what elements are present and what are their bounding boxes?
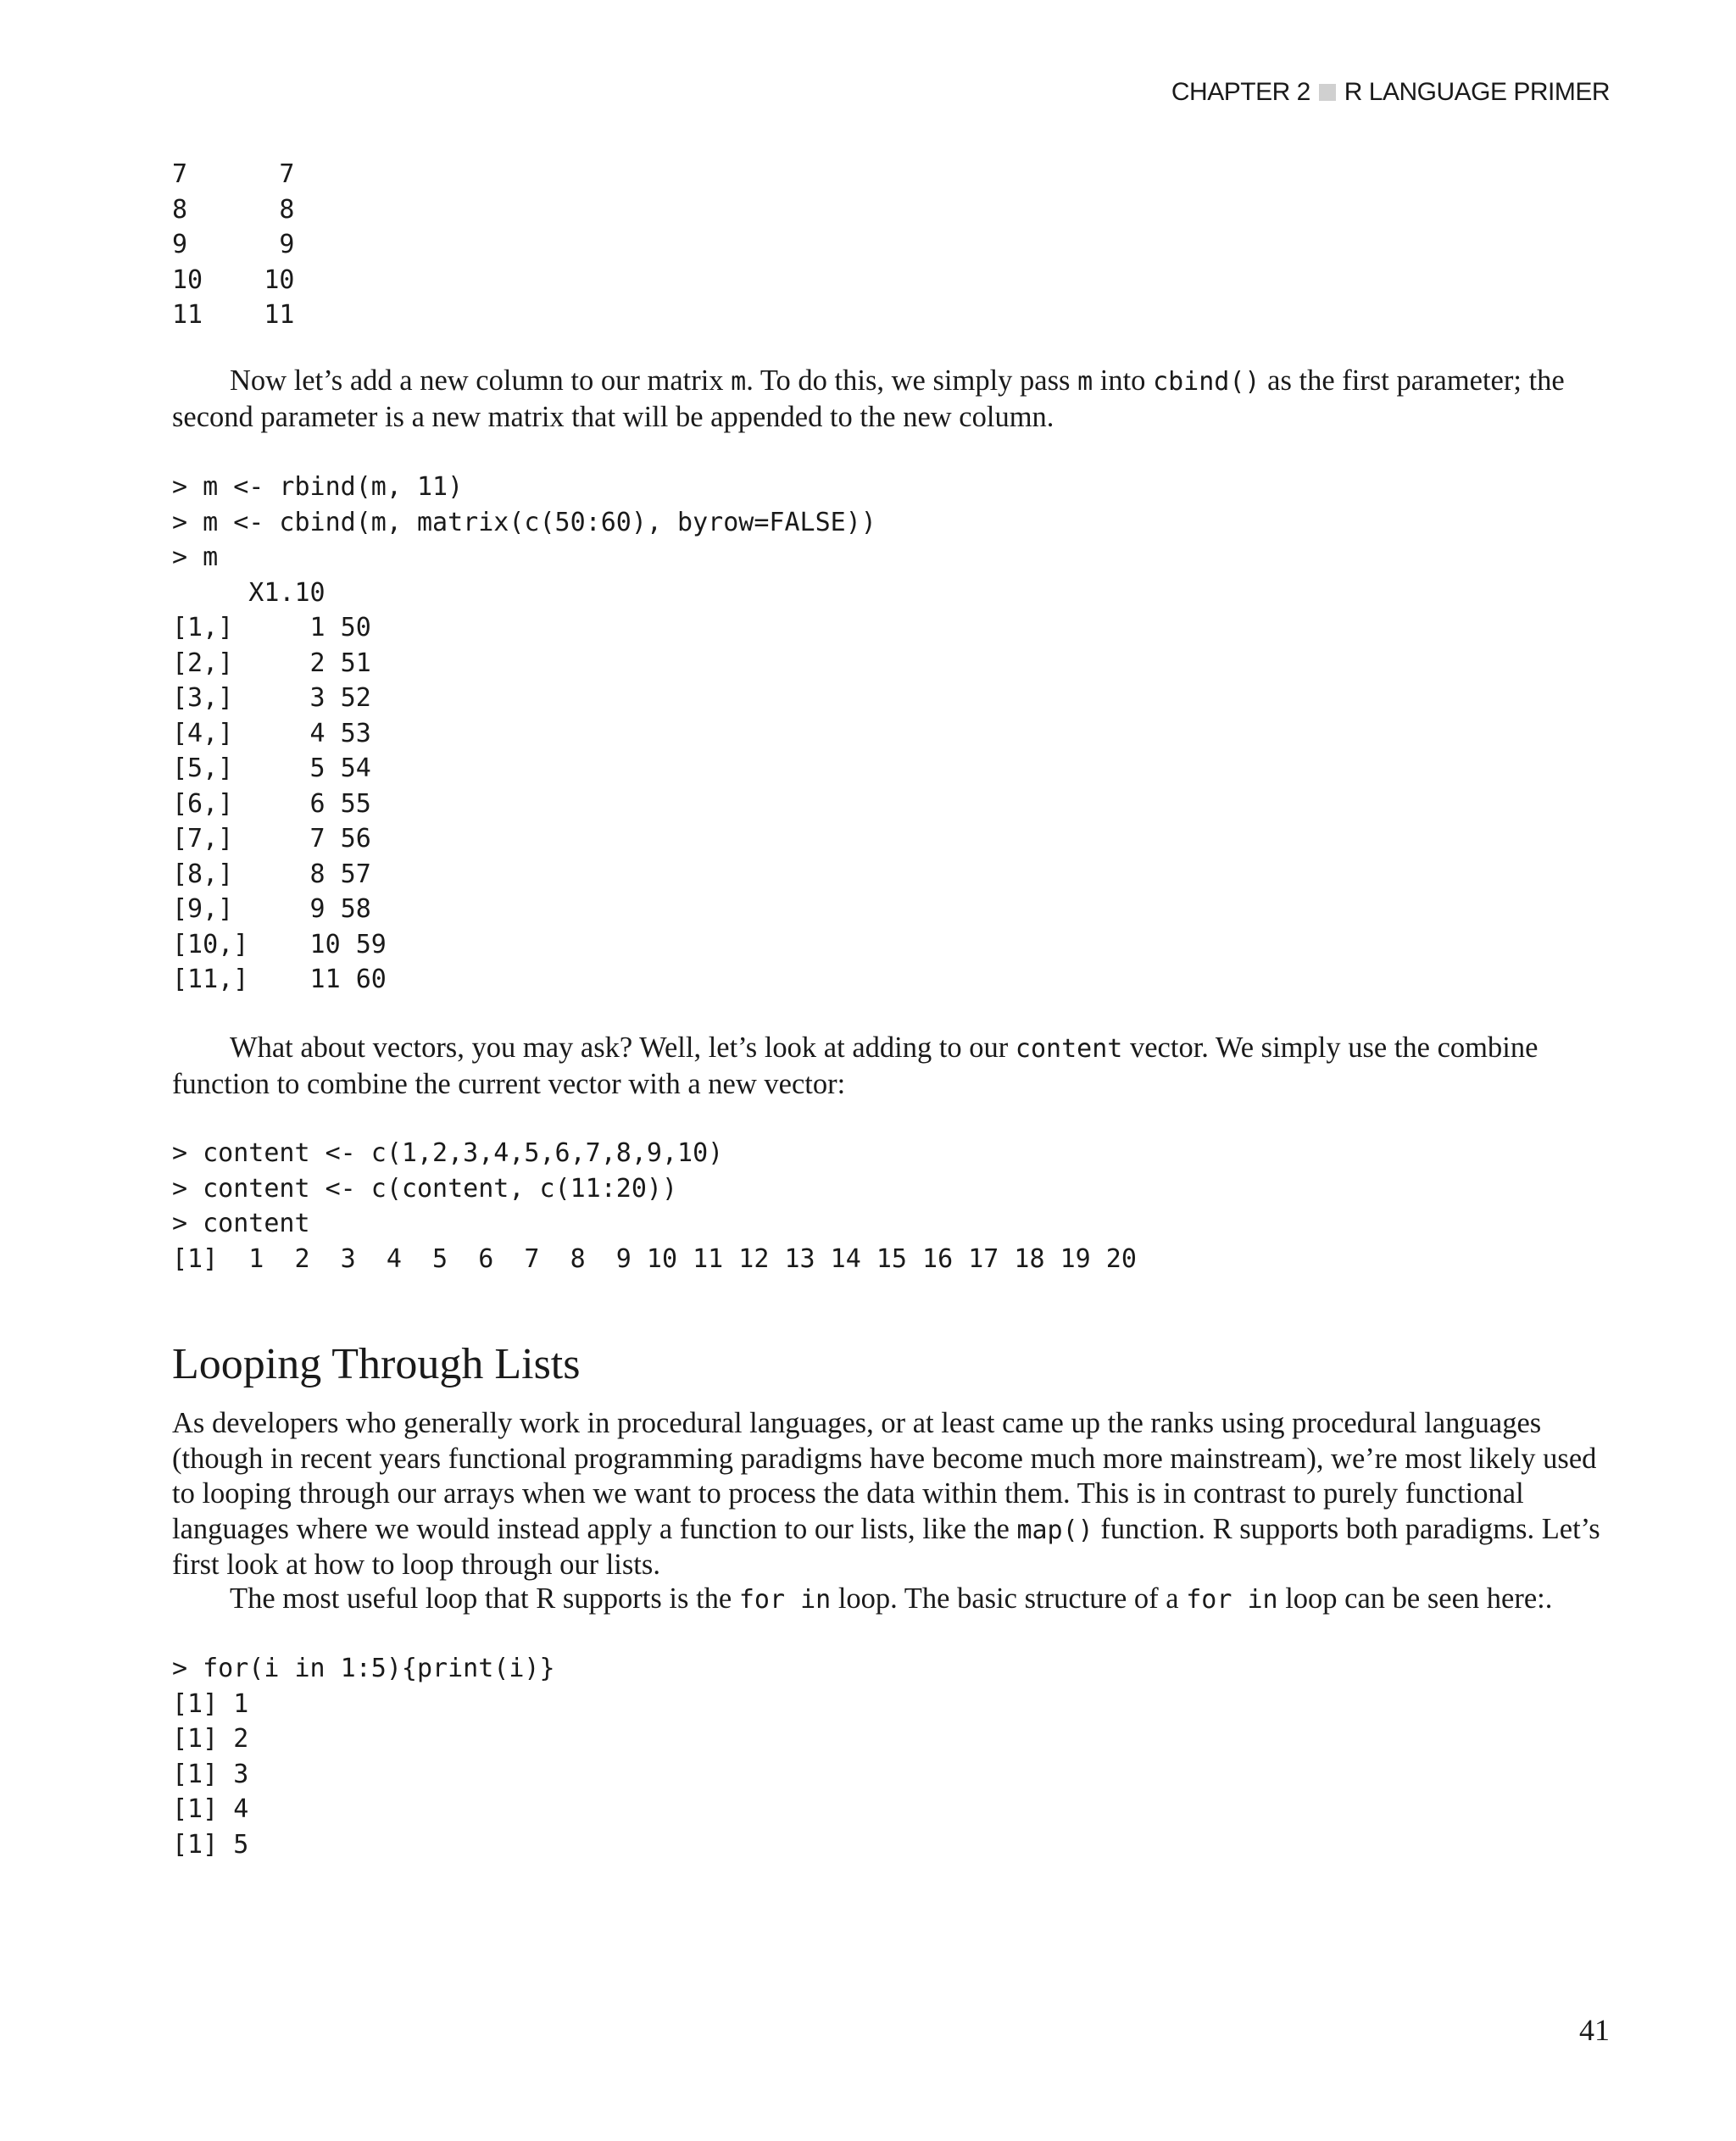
text-span: into xyxy=(1093,364,1154,397)
text-span: What about vectors, you may ask? Well, let’s look at adding to our xyxy=(230,1032,1015,1064)
inline-code: cbind() xyxy=(1153,367,1260,397)
text-span: loop. The basic structure of a xyxy=(831,1582,1187,1615)
inline-code: for in xyxy=(738,1585,832,1615)
header-separator-square xyxy=(1319,84,1336,101)
inline-code: m xyxy=(731,367,747,397)
paragraph-looping-intro xyxy=(172,1406,1605,1583)
text-span: as the first parameter; the second parameter is a new matrix that will be appended to the new column. xyxy=(172,364,1565,433)
inline-code: m xyxy=(1077,367,1093,397)
text-span: . To do this, we simply pass xyxy=(746,364,1078,397)
text-span: function. R supports both paradigms. Let’s first look at how to loop through our lists. xyxy=(172,1512,1600,1581)
code-block-matrix-tail: 7 7 8 8 9 9 10 10 11 11 xyxy=(172,159,295,330)
inline-code: map() xyxy=(1016,1515,1093,1545)
chapter-label: CHAPTER 2 xyxy=(1171,78,1310,106)
paragraph-for-in xyxy=(172,1582,1605,1618)
paragraph-add-column xyxy=(172,364,1605,435)
inline-code: content xyxy=(1015,1034,1123,1064)
code-block-for-loop: > for(i in 1:5){print(i)} [1] 1 [1] 2 [1] 3 [1] 4 [1] 5 xyxy=(172,1654,555,1860)
paragraph-vectors xyxy=(172,1031,1605,1102)
inline-code: for in xyxy=(1186,1585,1278,1615)
text-span: vector. We simply use the combine function to combine the current vector with a new vector: xyxy=(172,1032,1538,1100)
section-heading: Looping Through Lists xyxy=(172,1340,581,1388)
text-span: The most useful loop that R supports is the xyxy=(230,1582,739,1615)
text-span: As developers who generally work in procedural languages, or at least came up the ranks using procedural languages (though in recent years functional programming paradigms have become much more mainstream), we’re most likely used to looping through our arrays when we want to process the data within them. This is in contrast to purely functional languages where we would instead apply a function to our lists, like the xyxy=(172,1407,1597,1545)
chapter-title: R LANGUAGE PRIMER xyxy=(1344,78,1610,106)
text-span: Now let’s add a new column to our matrix xyxy=(230,364,732,397)
page-number: 41 xyxy=(1579,2013,1610,2047)
code-block-cbind: > m <- rbind(m, 11) > m <- cbind(m, matrix(c(50:60), byrow=FALSE)) > m X1.10 [1,] 1 50 [2,] 2 51 [3,] 3 52 [4,] 4 53 [5,] 5 54 [6,] 6 55 [7,] 7 56 [8,] 8 57 [9,] 9 58 [10,] 10 59 [11,] 11 60 xyxy=(172,472,876,994)
text-span: loop can be seen here:. xyxy=(1277,1582,1553,1615)
code-block-combine: > content <- c(1,2,3,4,5,6,7,8,9,10) > content <- c(content, c(11:20)) > content [1] 1 2 3 4 5 6 7 8 9 10 11 12 13 14 15 16 17 18 19 20 xyxy=(172,1138,1137,1274)
running-header xyxy=(1171,78,1610,107)
